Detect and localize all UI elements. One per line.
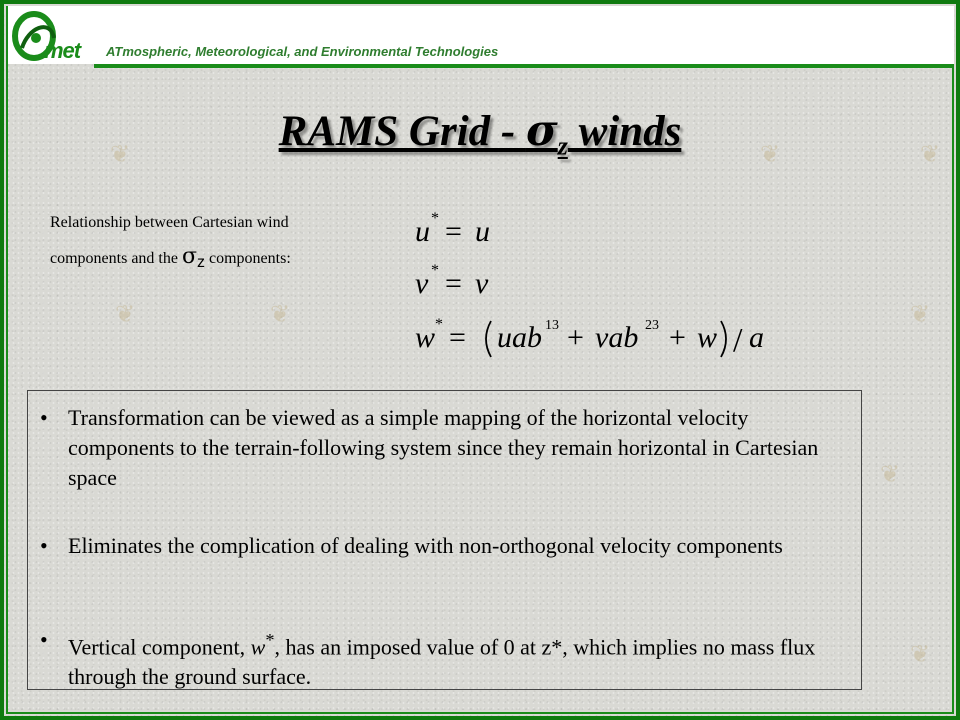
eq1-equals: = — [445, 215, 462, 248]
bullet-text — [68, 625, 858, 692]
relationship-sigma: σ — [181, 244, 197, 269]
watermark-icon: ❦ — [115, 300, 136, 328]
relationship-prefix: components and the — [50, 250, 182, 267]
relationship-suffix: components: — [205, 250, 291, 267]
title-subscript: z — [557, 131, 568, 161]
eq3-term1: uab — [497, 321, 542, 354]
eq3-term3: w — [697, 321, 718, 354]
eq1-rhs: u — [475, 215, 490, 248]
slide-title — [0, 106, 960, 162]
eq2-star: * — [431, 262, 439, 279]
bullet-text-w: w — [250, 634, 266, 660]
bullet-text-star: * — [265, 630, 275, 650]
watermark-icon: ❦ — [270, 300, 291, 328]
eq3-lhs: w — [415, 321, 436, 354]
eq3-divide: / — [733, 322, 743, 359]
wind-equations — [405, 205, 805, 365]
watermark-icon: ❦ — [910, 640, 931, 668]
eq1-lhs: u — [415, 215, 430, 248]
bullet-text-b: , has an imposed value of 0 at z*, which implies no mass flux through the ground surface. — [68, 634, 816, 690]
header-tagline: ATmospheric, Meteorological, and Environmental Technologies — [106, 44, 499, 59]
eq2-lhs: v — [415, 267, 429, 300]
watermark-icon: ❦ — [880, 460, 901, 488]
eq3-term2: vab — [595, 321, 639, 354]
eq3-term2-exp: 23 — [645, 318, 659, 333]
bullet-text: Transformation can be viewed as a simple mapping of the horizontal velocity components to the terrain-following system since they remain horizontal in Cartesian space — [68, 405, 819, 490]
title-rest: winds — [567, 108, 682, 155]
logo-text: met — [44, 38, 81, 63]
eq3-equals: = — [449, 321, 466, 354]
title-main: RAMS Grid - — [278, 108, 526, 155]
eq1-star: * — [431, 210, 439, 227]
watermark-icon: ❦ — [760, 140, 781, 168]
eq3-denominator: a — [749, 321, 764, 354]
eq3-left-paren — [486, 321, 491, 357]
eq3-right-paren — [721, 321, 726, 357]
bullet-text: Eliminates the complication of dealing with non-orthogonal velocity components — [68, 533, 783, 558]
bullet-item — [28, 625, 828, 690]
watermark-icon: ❦ — [910, 300, 931, 328]
eq2-rhs: v — [475, 267, 489, 300]
watermark-icon: ❦ — [920, 140, 941, 168]
relationship-line-2 — [50, 240, 380, 280]
bullet-mark: • — [40, 627, 48, 652]
relationship-line-1: Relationship between Cartesian wind — [50, 214, 289, 231]
eq2-equals: = — [445, 267, 462, 300]
bullet-mark: • — [40, 405, 48, 430]
eq3-plus1: + — [567, 321, 584, 354]
bullets-box — [27, 390, 862, 690]
eq3-term1-exp: 13 — [545, 318, 559, 333]
title-sigma: σ — [525, 106, 558, 156]
relationship-text — [50, 206, 380, 280]
bullet-text-a: Vertical component, — [68, 634, 251, 660]
bullet-item — [28, 531, 828, 591]
bullet-item — [28, 403, 828, 493]
eq3-plus2: + — [669, 321, 686, 354]
met-logo — [8, 6, 94, 64]
watermark-icon: ❦ — [110, 140, 131, 168]
bullet-mark: • — [40, 533, 48, 558]
relationship-subscript: z — [197, 254, 205, 272]
eq3-star: * — [435, 316, 443, 333]
